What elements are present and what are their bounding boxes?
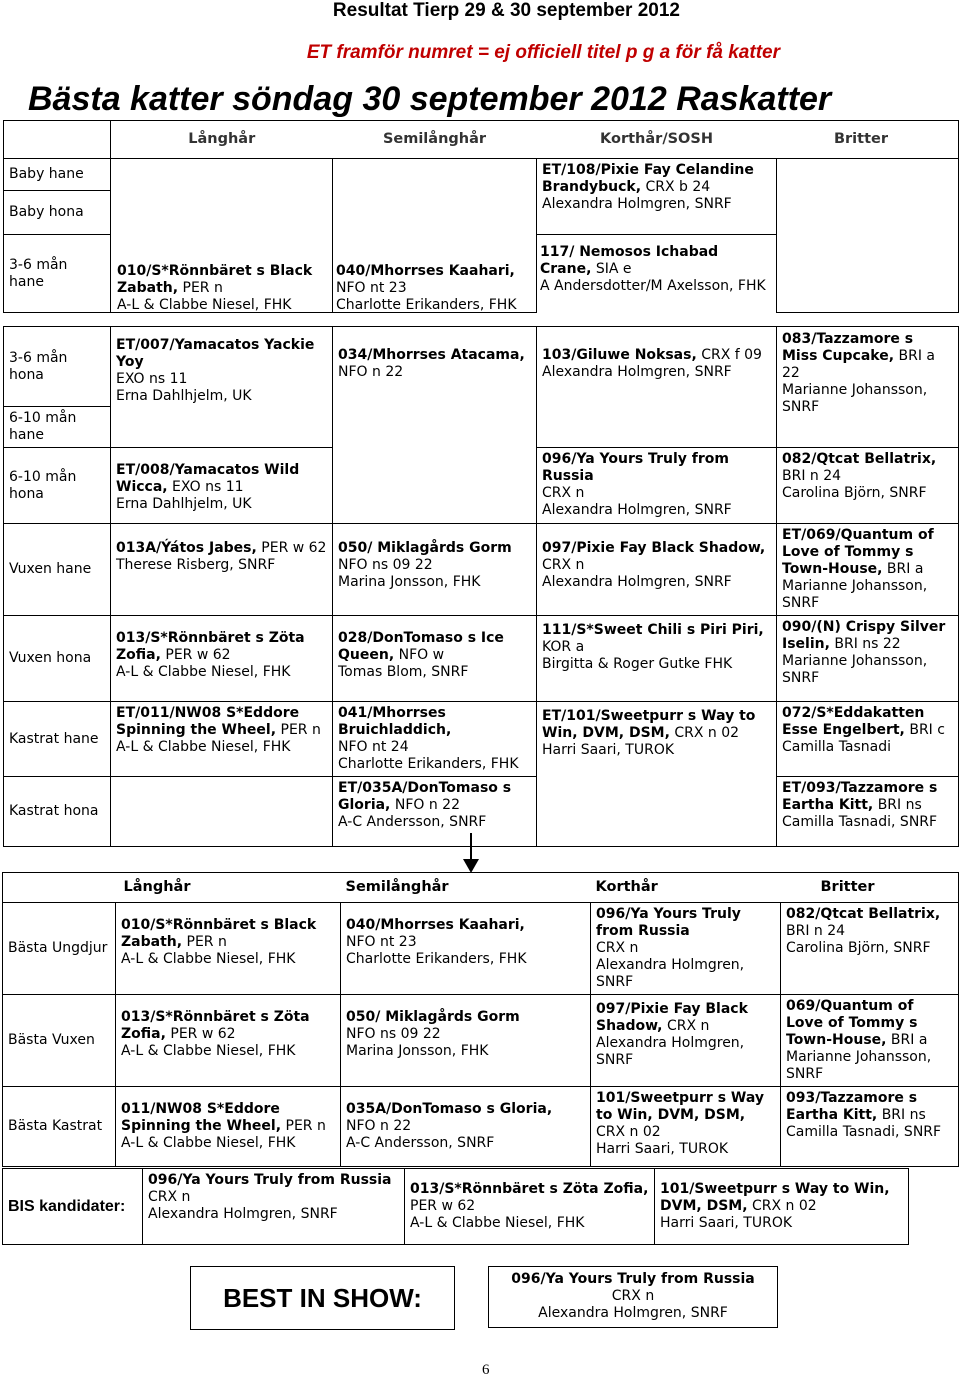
owner: Harri Saari, TUROK xyxy=(596,1141,729,1157)
owner: A-L & Clabbe Niesel, FHK xyxy=(410,1215,585,1231)
owner: Erna Dahlhjelm, UK xyxy=(116,496,252,512)
owner: Marianne Johansson, SNRF xyxy=(786,1049,932,1082)
owner: Harri Saari, TUROK xyxy=(542,742,675,758)
bis-candidate: 101/Sweetpurr s Way to Win, DVM, DSM, CRX n 02 Harri Saari, TUROK xyxy=(655,1169,909,1245)
owner: A-L & Clabbe Niesel, FHK xyxy=(116,739,291,755)
cell-ungdjur-langhar: 010/S*Rönnbäret s Black Zabath, PER n A-L & Clabbe Niesel, FHK xyxy=(116,903,341,995)
cat-entry: 040/Mhorrses Kaahari, NFO nt 23 Charlotte Erikanders, FHK xyxy=(336,263,517,313)
cell-vuxen-britter: 069/Quantum of Love of Tommy s Town-House, BRI a Marianne Johansson, SNRF xyxy=(781,995,959,1087)
owner: A-L & Clabbe Niesel, FHK xyxy=(117,297,292,313)
cell-kastrat-semi: 035A/DonTomaso s Gloria, NFO n 22 A-C Andersson, SNRF xyxy=(341,1087,591,1167)
row-label: 3-6 mån hane xyxy=(4,235,111,313)
owner: Charlotte Erikanders, FHK xyxy=(338,756,519,772)
column-header-row xyxy=(4,121,959,159)
cell-kastrat-langhar: 011/NW08 S*Eddore Spinning the Wheel, PER n A-L & Clabbe Niesel, FHK xyxy=(116,1087,341,1167)
cell-baby-korthar xyxy=(537,159,777,235)
cat-entry: 010/S*Rönnbäret s Black Zabath, PER n A-L & Clabbe Niesel, FHK xyxy=(117,263,313,313)
bis-candidate: 013/S*Rönnbäret s Zöta Zofia, PER w 62 A-L & Clabbe Niesel, FHK xyxy=(405,1169,655,1245)
cell-kastrat-korthar: 101/Sweetpurr s Way to Win, DVM, DSM, CRX n 02 Harri Saari, TUROK xyxy=(591,1087,781,1167)
owner: Therese Risberg, SNRF xyxy=(116,557,276,573)
cell-610-hona-korthar: 096/Ya Yours Truly from Russia CRX n Alexandra Holmgren, SNRF xyxy=(537,448,777,524)
cell-kastrat-hane-semi: 041/Mhorrses Bruichladdich, NFO nt 24 Charlotte Erikanders, FHK xyxy=(333,702,537,777)
owner: Charlotte Erikanders, FHK xyxy=(336,297,517,313)
owner: Alexandra Holmgren, SNRF xyxy=(538,1305,728,1321)
owner: Carolina Björn, SNRF xyxy=(782,485,927,501)
cell-kastrat-korthar: ET/101/Sweetpurr s Way to Win, DVM, DSM, CRX n 02 Harri Saari, TUROK xyxy=(537,702,777,847)
row-basta-kastrat xyxy=(3,1087,959,1167)
bis-candidates-label: BIS kandidater: xyxy=(3,1169,143,1245)
column-header-langhar: Långhår xyxy=(111,121,333,159)
cell-kastrat-britter: 093/Tazzamore s Eartha Kitt, BRI ns Camilla Tasnadi, SNRF xyxy=(781,1087,959,1167)
document-title: Resultat Tierp 29 & 30 september 2012 xyxy=(332,0,680,21)
best-in-show-label: BEST IN SHOW: xyxy=(190,1266,455,1330)
owner: A-C Andersson, SNRF xyxy=(338,814,487,830)
owner: Erna Dahlhjelm, UK xyxy=(116,388,252,404)
column-header-row xyxy=(3,873,959,903)
owner: A-L & Clabbe Niesel, FHK xyxy=(121,951,296,967)
row-label: 3-6 mån hona xyxy=(4,327,111,407)
cat-entry: ET/108/Pixie Fay Celandine Brandybuck, CRX b 24 xyxy=(542,162,754,195)
best-in-show-winner: 096/Ya Yours Truly from Russia CRX n Alexandra Holmgren, SNRF xyxy=(488,1266,778,1328)
owner: Marina Jonsson, FHK xyxy=(346,1043,489,1059)
row-label: Vuxen hane xyxy=(4,524,111,616)
owner: A Andersdotter/M Axelsson, FHK xyxy=(540,278,766,294)
cat-entry: 117/ Nemosos Ichabad Crane, SIA e A Andersdotter/M Axelsson, FHK xyxy=(540,244,766,294)
cell-vuxen-hona-korthar: 111/S*Sweet Chili s Piri Piri, KOR a Birgitta & Roger Gutke FHK xyxy=(537,616,777,702)
row-label: Bästa Kastrat xyxy=(3,1087,116,1167)
column-header-semilanghar: Semilånghår xyxy=(333,121,537,159)
row-label: Kastrat hona xyxy=(4,777,111,847)
column-header-britter: Britter xyxy=(777,121,959,159)
cell-36-hona-langhar: ET/007/Yamacatos Yackie Yoy EXO ns 11 Erna Dahlhjelm, UK xyxy=(111,327,333,448)
best-cats-table xyxy=(2,872,959,1167)
row-label: Baby hane xyxy=(4,159,111,191)
row-label: 6-10 mån hane xyxy=(4,407,111,448)
owner: Marina Jonsson, FHK xyxy=(338,574,481,590)
owner: Camilla Tasnadi, SNRF xyxy=(782,814,938,830)
cell-vuxen-hane-britter: ET/069/Quantum of Love of Tommy s Town-House, BRI a Marianne Johansson, SNRF xyxy=(777,524,959,616)
owner: A-C Andersson, SNRF xyxy=(346,1135,495,1151)
owner: Harri Saari, TUROK xyxy=(660,1215,793,1231)
owner: Alexandra Holmgren, SNRF xyxy=(542,364,732,380)
corner-cell xyxy=(3,873,116,903)
cell-ungdjur-britter: 082/Qtcat Bellatrix, BRI n 24 Carolina Björn, SNRF xyxy=(781,903,959,995)
cell-vuxen-hane-langhar: 013A/Ýátos Jabes, PER w 62 Therese Risberg, SNRF xyxy=(111,524,333,616)
cell-vuxen-hona-langhar: 013/S*Rönnbäret s Zöta Zofia, PER w 62 A-L & Clabbe Niesel, FHK xyxy=(111,616,333,702)
cell-vuxen-hona-semi: 028/DonTomaso s Ice Queen, NFO w Tomas Blom, SNRF xyxy=(333,616,537,702)
bis-candidate: 096/Ya Yours Truly from Russia CRX n Alexandra Holmgren, SNRF xyxy=(143,1169,405,1245)
owner: Alexandra Holmgren, SNRF xyxy=(542,196,732,212)
row-label: Bästa Ungdjur xyxy=(3,903,116,995)
row-basta-ungdjur xyxy=(3,903,959,995)
page-heading: Bästa katter söndag 30 september 2012 Raskatter xyxy=(28,80,832,118)
cell-vuxen-hane-korthar: 097/Pixie Fay Black Shadow, CRX n Alexandra Holmgren, SNRF xyxy=(537,524,777,616)
column-header-britter: Britter xyxy=(781,873,959,903)
cell-kastrat-hona-langhar xyxy=(111,777,333,847)
cell-kastrat-hane-britter: 072/S*Eddakatten Esse Engelbert, BRI c Camilla Tasnadi xyxy=(777,702,959,777)
owner: Alexandra Holmgren, SNRF xyxy=(148,1206,338,1222)
row-label: Vuxen hona xyxy=(4,616,111,702)
cell-vuxen-korthar: 097/Pixie Fay Black Shadow, CRX n Alexandra Holmgren, SNRF xyxy=(591,995,781,1087)
row-label: Kastrat hane xyxy=(4,702,111,777)
owner: A-L & Clabbe Niesel, FHK xyxy=(121,1043,296,1059)
cell-610-hona-britter: 082/Qtcat Bellatrix, BRI n 24 Carolina Björn, SNRF xyxy=(777,448,959,524)
row-label: Bästa Vuxen xyxy=(3,995,116,1087)
row-36-hona xyxy=(4,327,959,407)
row-label: Baby hona xyxy=(4,191,111,235)
column-header-semilanghar: Semilånghår xyxy=(341,873,591,903)
owner: Marianne Johansson, SNRF xyxy=(782,382,928,415)
corner-cell xyxy=(4,121,111,159)
cell-ungdjur-korthar: 096/Ya Yours Truly from Russia CRX n Alexandra Holmgren, SNRF xyxy=(591,903,781,995)
row-baby-hane xyxy=(4,159,959,191)
cell-36-hona-korthar: 103/Giluwe Noksas, CRX f 09 Alexandra Holmgren, SNRF xyxy=(537,327,777,448)
bis-candidates-table xyxy=(2,1168,909,1245)
owner: A-L & Clabbe Niesel, FHK xyxy=(121,1135,296,1151)
owner: Tomas Blom, SNRF xyxy=(338,664,469,680)
column-header-korthar: Korthår xyxy=(591,873,781,903)
row-vuxen-hona xyxy=(4,616,959,702)
owner: Alexandra Holmgren, SNRF xyxy=(542,574,732,590)
owner: Charlotte Erikanders, FHK xyxy=(346,951,527,967)
owner: Camilla Tasnadi xyxy=(782,739,892,755)
cell-baby-britter xyxy=(777,159,959,313)
page-number: 6 xyxy=(482,1362,490,1378)
row-kastrat-hane xyxy=(4,702,959,777)
row-basta-vuxen xyxy=(3,995,959,1087)
cell-36-hona-britter: 083/Tazzamore s Miss Cupcake, BRI a 22 Marianne Johansson, SNRF xyxy=(777,327,959,448)
document-subtitle: ET framför numret = ej officiell titel p g a för få katter xyxy=(306,42,780,63)
owner: Carolina Björn, SNRF xyxy=(786,940,931,956)
owner: Marianne Johansson, SNRF xyxy=(782,653,928,686)
cell-vuxen-semi: 050/ Miklagårds Gorm NFO ns 09 22 Marina Jonsson, FHK xyxy=(341,995,591,1087)
row-vuxen-hane xyxy=(4,524,959,616)
cell-vuxen-hane-semi: 050/ Miklagårds Gorm NFO ns 09 22 Marina Jonsson, FHK xyxy=(333,524,537,616)
owner: A-L & Clabbe Niesel, FHK xyxy=(116,664,291,680)
results-table-sunday-lower xyxy=(3,326,959,847)
cell-36-hona-semi: 034/Mhorrses Atacama, NFO n 22 xyxy=(333,327,537,524)
owner: Alexandra Holmgren, SNRF xyxy=(596,957,745,990)
owner: Birgitta & Roger Gutke FHK xyxy=(542,656,733,672)
owner: Alexandra Holmgren, SNRF xyxy=(596,1035,745,1068)
cell-ungdjur-semi: 040/Mhorrses Kaahari, NFO nt 23 Charlotte Erikanders, FHK xyxy=(341,903,591,995)
owner: Alexandra Holmgren, SNRF xyxy=(542,502,732,518)
cell-kastrat-hona-britter: ET/093/Tazzamore s Eartha Kitt, BRI ns Camilla Tasnadi, SNRF xyxy=(777,777,959,847)
cell-kastrat-hona-semi: ET/035A/DonTomaso s Gloria, NFO n 22 A-C Andersson, SNRF xyxy=(333,777,537,847)
cell-610-hona-langhar: ET/008/Yamacatos Wild Wicca, EXO ns 11 Erna Dahlhjelm, UK xyxy=(111,448,333,524)
cell-vuxen-langhar: 013/S*Rönnbäret s Zöta Zofia, PER w 62 A-L & Clabbe Niesel, FHK xyxy=(116,995,341,1087)
owner: Marianne Johansson, SNRF xyxy=(782,578,928,611)
cell-vuxen-hona-britter: 090/(N) Crispy Silver Iselin, BRI ns 22 Marianne Johansson, SNRF xyxy=(777,616,959,702)
column-header-langhar: Långhår xyxy=(116,873,341,903)
row-label: 6-10 mån hona xyxy=(4,448,111,524)
owner: Camilla Tasnadi, SNRF xyxy=(786,1124,942,1140)
column-header-korthar: Korthår/SOSH xyxy=(537,121,777,159)
down-arrow-icon xyxy=(460,833,482,873)
cell-kastrat-hane-langhar: ET/011/NW08 S*Eddore Spinning the Wheel, PER n A-L & Clabbe Niesel, FHK xyxy=(111,702,333,777)
